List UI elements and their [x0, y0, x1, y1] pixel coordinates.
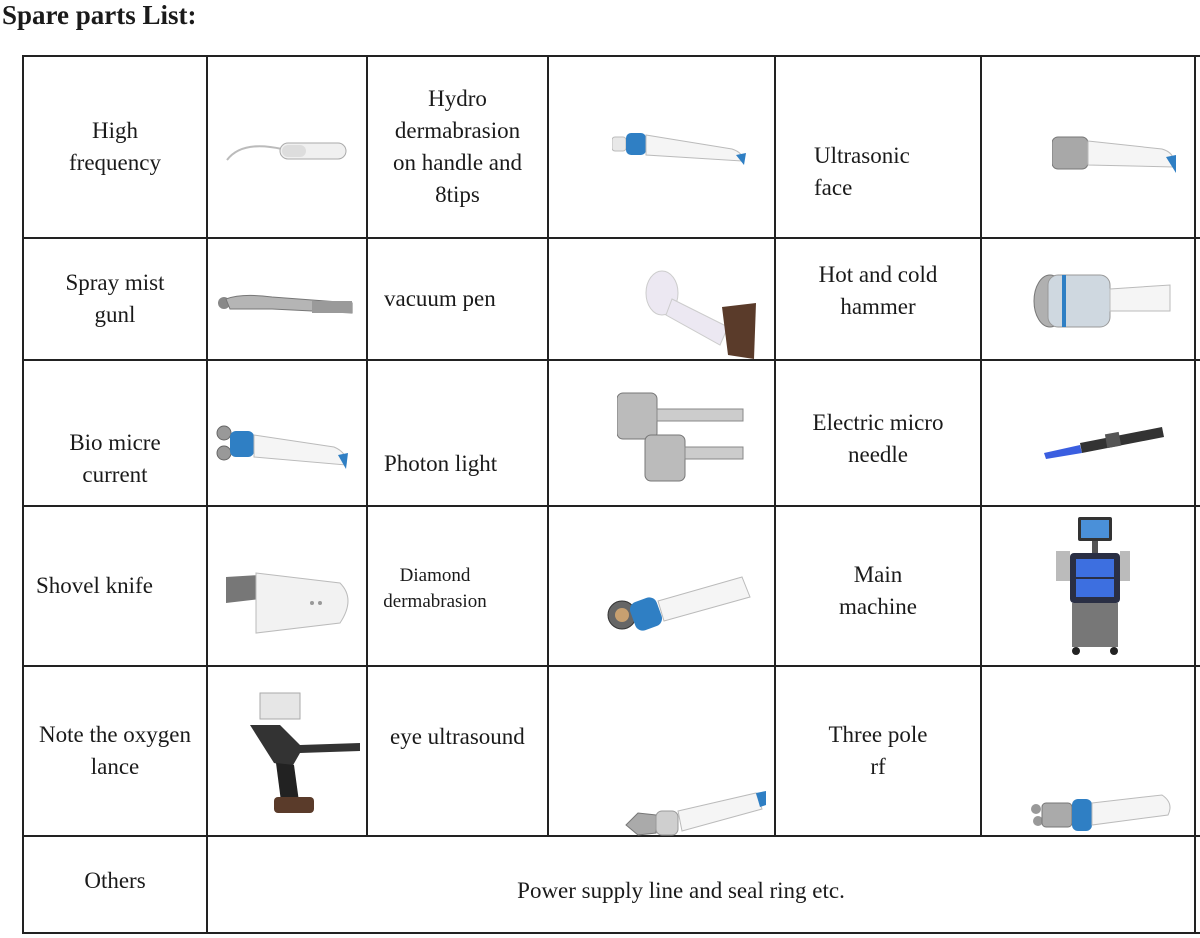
part-label-spray-mist-gun: Spray mist gunl [65, 270, 165, 327]
part-label-high-frequency: High frequency [69, 118, 161, 175]
part-name-cell [368, 507, 547, 665]
part-name-cell [776, 507, 980, 665]
part-label-ultrasonic-face: Ultrasonic face [814, 143, 910, 200]
vacuum-pen-icon [632, 263, 762, 359]
diamond-dermabrasion-handle-icon [602, 571, 752, 641]
part-label-bio-micro-current: Bio micre current [69, 430, 161, 487]
part-label-eye-ultrasound: eye ultrasound [390, 724, 525, 749]
photon-light-heads-icon [617, 383, 747, 489]
table-border-bottom [22, 932, 1200, 934]
part-name-cell [24, 239, 206, 359]
part-label-hydro-dermabrasion: Hydro dermabrasion on handle and 8tips [392, 86, 522, 207]
hot-cold-hammer-icon [1030, 267, 1180, 333]
ultrasonic-face-handle-icon [1052, 133, 1182, 181]
part-label-main-machine: Main machine [839, 562, 917, 619]
others-label: Others [84, 868, 146, 893]
oxygen-spray-gun-icon [230, 685, 362, 815]
bio-micro-current-handle-icon [214, 423, 354, 477]
part-name-cell [368, 667, 547, 835]
part-name-cell [368, 361, 547, 505]
part-name-cell [776, 361, 980, 505]
hydro-dermabrasion-handle-icon [612, 125, 752, 175]
part-name-cell [368, 57, 547, 237]
column-divider [980, 55, 982, 837]
part-name-cell [776, 667, 980, 835]
part-label-electric-micro-needle: Electric micro needle [812, 410, 944, 467]
part-name-cell [776, 57, 980, 237]
eye-ultrasound-handle-icon [622, 781, 772, 841]
part-name-cell [24, 507, 206, 665]
main-machine-icon [1052, 517, 1132, 657]
part-label-vacuum-pen: vacuum pen [384, 286, 496, 311]
part-name-cell [24, 667, 206, 835]
part-label-three-pole-rf: Three pole rf [828, 722, 928, 779]
others-value-cell [208, 837, 1194, 932]
column-divider [206, 55, 208, 934]
three-pole-rf-handle-icon [1026, 789, 1176, 839]
part-label-shovel-knife: Shovel knife [36, 573, 153, 598]
part-label-hot-cold-hammer: Hot and cold hammer [818, 262, 938, 319]
others-value: Power supply line and seal ring etc. [517, 878, 845, 903]
part-name-cell [368, 239, 547, 359]
part-name-cell [24, 361, 206, 505]
spray-mist-gun-icon [212, 287, 362, 327]
column-divider [547, 55, 549, 837]
page-title: Spare parts List: [2, 0, 197, 30]
part-name-cell [776, 239, 980, 359]
shovel-knife-icon [220, 569, 360, 639]
part-label-diamond-dermabrasion: Diamond dermabrasion [383, 565, 487, 612]
micro-needle-pen-icon [1040, 423, 1170, 463]
part-name-cell [24, 57, 206, 237]
high-frequency-probe-icon [222, 135, 352, 175]
part-label-oxygen-lance: Note the oxygen lance [38, 722, 191, 779]
table-border-right [1194, 55, 1196, 934]
part-label-photon-light: Photon light [384, 451, 498, 476]
others-label-cell [24, 837, 206, 932]
spare-parts-table [22, 55, 1200, 934]
